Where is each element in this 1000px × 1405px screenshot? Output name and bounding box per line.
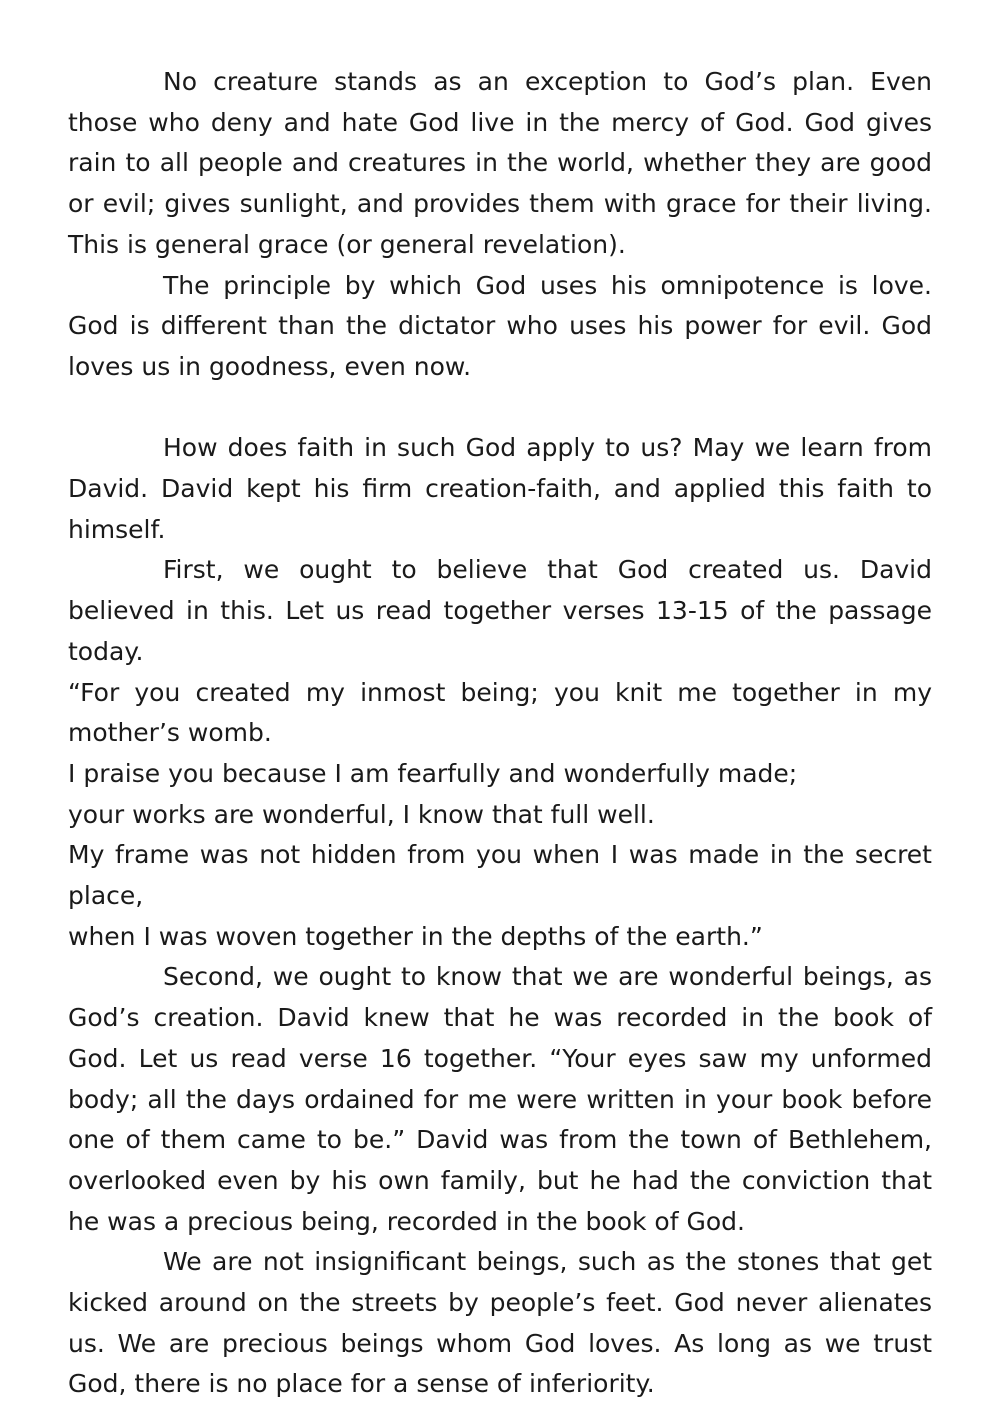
paragraph-first-point: First, we ought to believe that God created us. David believed in this. Let us read together verses 13-15 of the passage today. (68, 555, 932, 666)
verse-line: your works are wonderful, I know that full well. (68, 799, 655, 829)
verse-line: “For you created my inmost being; you knit me together in my mother’s womb. (68, 677, 932, 748)
paragraph-precious-beings: We are not insignificant beings, such as the stones that get kicked around on the streets by people’s feet. God never alienates us. We are precious beings whom God loves. As long as we trust God, there is no place for a sense of inferiority. (68, 1247, 932, 1399)
paragraph-learn-from-david: How does faith in such God apply to us? May we learn from David. David kept his firm creation-faith, and applied this faith to himself. (68, 433, 932, 544)
document-page (68, 62, 932, 1405)
paragraph-second-point: Second, we ought to know that we are wonderful beings, as God’s creation. David knew that he was recorded in the book of God. Let us read verse 16 together. “Your eyes saw my unformed body; all the days ordained for me were written in your book before one of them came to be.” David was from the town of Bethlehem, overlooked even by his own family, but he had the conviction that he was a precious being, recorded in the book of God. (68, 962, 932, 1236)
verse-line: I praise you because I am fearfully and wonderfully made; (68, 758, 798, 788)
verse-line: when I was woven together in the depths of the earth.” (68, 921, 763, 951)
verse-line: My frame was not hidden from you when I was made in the secret place, (68, 840, 932, 911)
paragraph-general-grace: No creature stands as an exception to God’s plan. Even those who deny and hate God live in the mercy of God. God gives rain to all people and creatures in the world, whether they are good or evil; gives sunlight, and provides them with grace for their living. This is general grace (or general revelation). (68, 67, 932, 259)
paragraph-spacer (68, 388, 932, 429)
paragraph-omnipotence-love: The principle by which God uses his omnipotence is love. God is different than the dictator who uses his power for evil. God loves us in goodness, even now. (68, 270, 932, 381)
